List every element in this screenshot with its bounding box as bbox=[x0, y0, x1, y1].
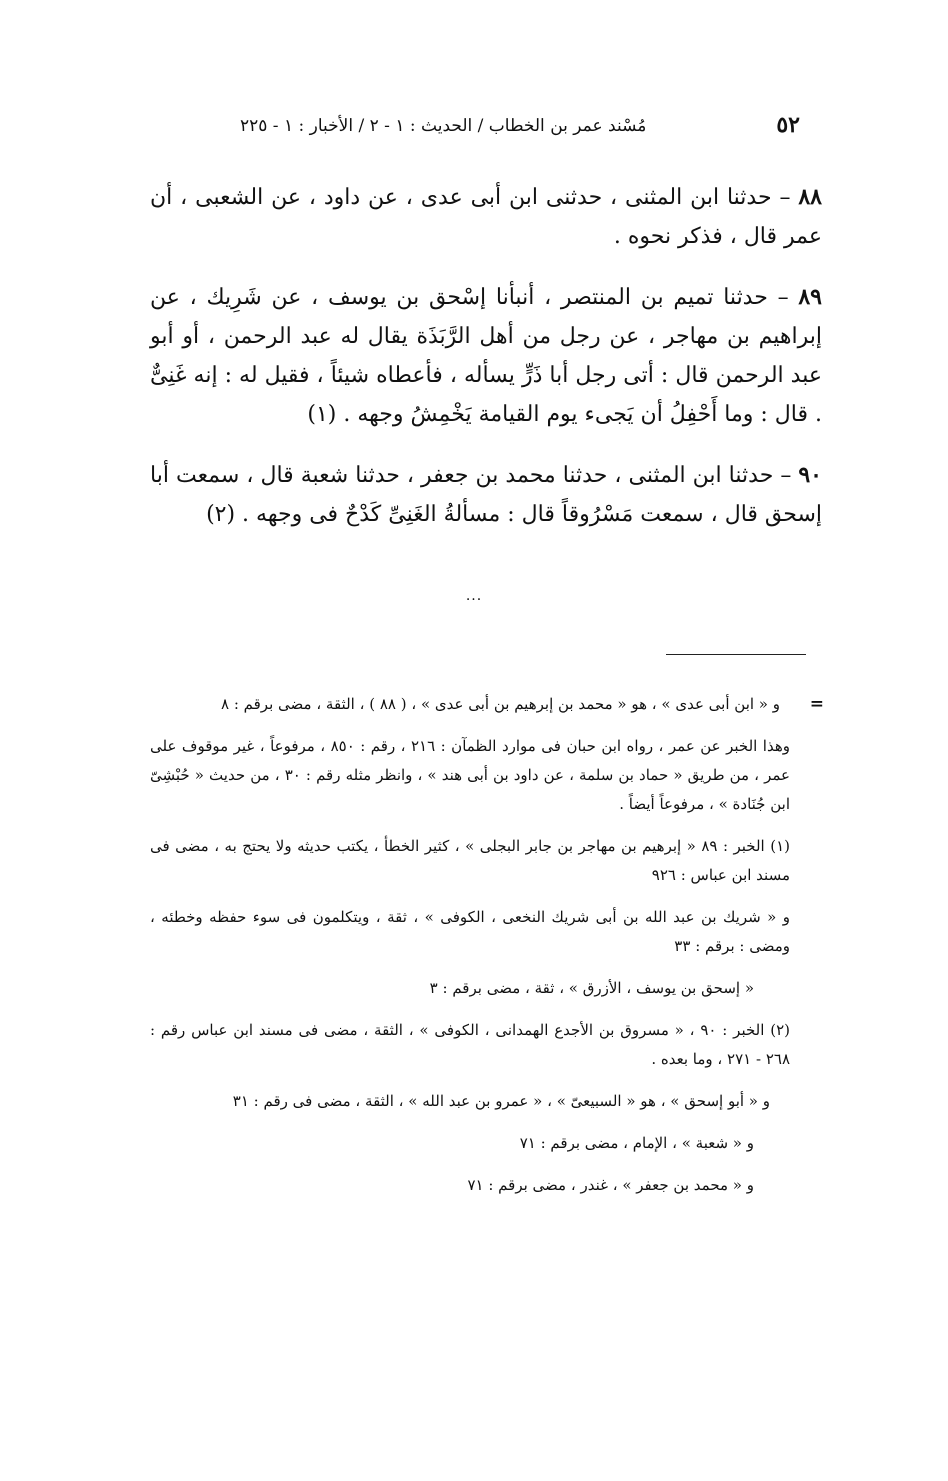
footnote-continuation: = و « ابن أبى عدى » ، هو « محمد بن إبرهيم بن أبى عدى » ، ( ٨٨ ) ، الثقة ، مضى برقم : ٨ bbox=[150, 690, 810, 719]
footnote-2: (٢) الخبر : ٩٠ ، « مسروق بن الأجدع الهمدانى ، الكوفى » ، الثقة ، مضى فى مسند ابن عباس رقم : ٢٦٨ - ٢٧١ ، وما بعده . bbox=[150, 1021, 791, 1068]
page-number: ٥٢ bbox=[776, 112, 800, 138]
hadith-text: – حدثنا تميم بن المنتصر ، أنبأنا إسْحق بن يوسف ، عن شَرِيك ، عن إبراهيم بن مهاجر ، عن رجل من أهل الرَّبَذَة يقال له عبد الرحمن ، أو أبو عبد الرحمن قال : أتى رجل أبا ذَرٍّ يسأله ، فأعطاه شيئاً ، فقيل له : إنه غَنِىٌّ . قال : وما أَحْفِلُ أن يَجىء يوم القيامة يَخْمِشُ وجهه . (١) bbox=[150, 285, 822, 427]
footnote-paragraph: وهذا الخبر عن عمر ، رواه ابن حبان فى موارد الظمآن : ٢١٦ ، رقم : ٨٥٠ ، مرفوعاً ، غير موقوف على عمر ، من طريق « حماد بن سلمة ، عن داود بن أبى هند » ، وانظر مثله رقم : ٣٠ ، من حديث « حُبْشِىّ ابن جُنَادة » ، مرفوعاً أيضاً . bbox=[150, 737, 791, 813]
hadith-90 bbox=[150, 456, 822, 534]
hadith-number: ٨٩ bbox=[798, 284, 822, 310]
footnote-divider bbox=[666, 654, 806, 655]
footnote-paragraph: و « محمد بن جعفر » ، غندر ، مضى برقم : ٧١ bbox=[467, 1176, 754, 1194]
footnote-paragraph: و « شريك بن عبد الله بن أبى شريك النخعى ، الكوفى » ، ثقة ، ويتكلمون فى سوء حفظه وخطئه ، ومضى : برقم : ٣٣ bbox=[150, 908, 790, 955]
hadith-88 bbox=[150, 178, 822, 256]
hadith-text: – حدثنا ابن المثنى ، حدثنا محمد بن جعفر ، حدثنا شعبة قال ، سمعت أبا إسحق قال ، سمعت مَسْرُوقاً قال : مسألةُ الغَنِىِّ كَدْحٌ فى وجهه . (٢) bbox=[150, 463, 822, 527]
footnote-paragraph: و « شعبة » ، الإمام ، مضى برقم : ٧١ bbox=[519, 1134, 754, 1152]
hadith-number: ٩٠ bbox=[798, 462, 822, 488]
footnote-paragraph: « إسحق بن يوسف ، الأزرق » ، ثقة ، مضى برقم : ٣ bbox=[429, 979, 754, 997]
continuation-mark: = bbox=[809, 694, 824, 714]
hadith-89 bbox=[150, 278, 822, 434]
running-title: مُسْند عمر بن الخطاب / الحديث : ١ - ٢ / الأخبار : ١ - ٢٢٥ bbox=[240, 116, 647, 136]
footnotes bbox=[150, 690, 824, 1213]
footnote-paragraph: و « أبو إسحق » ، هو « السبيعىّ » ، « عمرو بن عبد الله » ، الثقة ، مضى فى رقم : ٣١ bbox=[232, 1092, 770, 1110]
hadith-number: ٨٨ bbox=[798, 184, 822, 210]
footnote-1: (١) الخبر : ٨٩ « إبرهيم بن مهاجر بن جابر البجلى » ، كثير الخطأ ، يكتب حديثه ولا يحتج به ، مضى فى مسند ابن عباس : ٩٢٦ bbox=[150, 837, 790, 884]
section-ornament: ... bbox=[465, 588, 483, 604]
main-text bbox=[150, 178, 822, 556]
hadith-text: – حدثنا ابن المثنى ، حدثنى ابن أبى عدى ، عن داود ، عن الشعبى ، أن عمر قال ، فذكر نحوه . bbox=[150, 185, 822, 249]
page-header bbox=[150, 112, 800, 142]
